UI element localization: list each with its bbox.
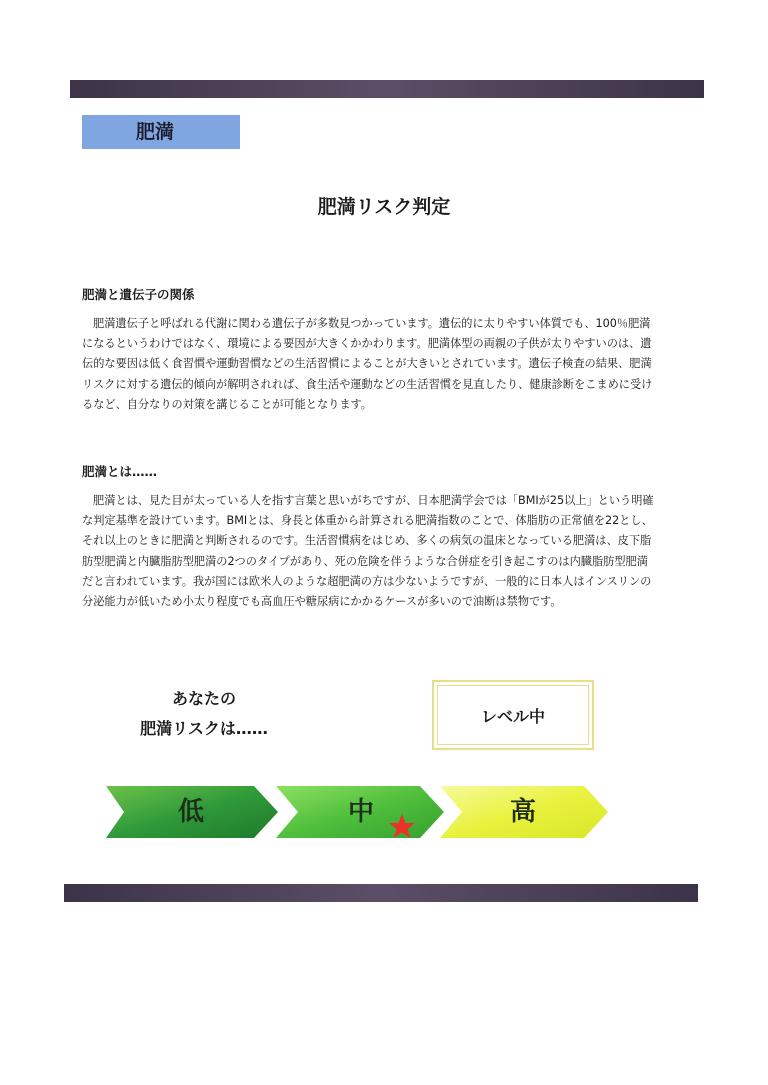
section-body-genes [82, 314, 688, 415]
result-question-line: あなたの [171, 689, 236, 708]
bottom-divider-bar [64, 884, 698, 902]
text-line: 肥満とは、見た目が太っている人を指す言葉と思いがちですが、日本肥満学会では「BMIが25以上」という明確 [93, 494, 654, 507]
level-label-high: 高 [509, 797, 536, 827]
level-label-low: 低 [177, 797, 204, 827]
risk-level-scale [106, 786, 608, 838]
level-label-mid: 中 [347, 797, 374, 827]
section-heading-obesity: 肥満とは…… [82, 464, 158, 479]
text-line: だと言われています。我が国には欧米人のような超肥満の方は少ないようですが、一般的に日本人はインスリンの [82, 574, 652, 588]
text-line: るなど、自分なりの対策を講じることが可能となります。 [82, 397, 372, 411]
text-line: それ以上のときに肥満と判断されるのです。生活習慣病をはじめ、多くの病気の温床となっている肥満は、皮下脂 [82, 534, 652, 548]
text-line: リスクに対する遺伝的傾向が解明されれば、食生活や運動などの生活習慣を見直したり、健康診断をこまめに受け [82, 377, 653, 391]
text-line: 肥満遺伝子と呼ばれる代謝に関わる遺伝子が多数見つかっています。遺伝的に太りやすい体質でも、100％肥満 [93, 317, 651, 330]
section-heading-genes: 肥満と遺伝子の関係 [82, 287, 195, 302]
text-line: な判定基準を設けています。BMIとは、身長と体重から計算される肥満指数のことで、体脂肪の正常値を22とし、 [82, 514, 653, 528]
text-line: になるというわけではなく、環境による要因が大きくかかわります。肥満体型の両親の子供が太りやすいのは、遺 [82, 337, 652, 351]
result-question-line: 肥満リスクは…… [140, 719, 268, 738]
text-line: 肪型肥満と内臓脂肪型肥満の2つのタイプがあり、死の危険を伴うような合併症を引き起こすのは内臓脂肪型肥満 [82, 554, 648, 568]
text-line: 伝的な要因は低く食習慣や運動習慣などの生活習慣によることが大きいとされています。遺伝子検査の結果、肥満 [82, 357, 652, 371]
result-question [118, 684, 290, 744]
top-divider-bar [70, 80, 704, 98]
category-tag: 肥満 [82, 115, 240, 149]
page-title: 肥満リスク判定 [317, 196, 451, 218]
text-line: 分泌能力が低いため小太り程度でも高血圧や糖尿病にかかるケースが多いので油断は禁物です。 [82, 595, 562, 609]
section-body-obesity [82, 491, 688, 612]
level-result-box [432, 680, 594, 750]
level-result-label: レベル中 [437, 685, 589, 745]
